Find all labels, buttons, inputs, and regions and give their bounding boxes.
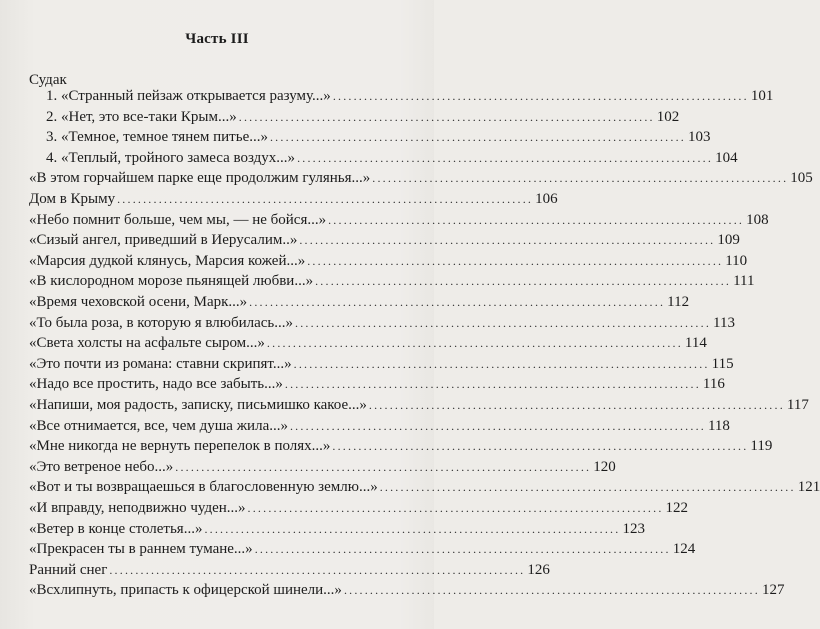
- toc-entry-title: «Напиши, моя радость, записку, письмишко какое...»: [29, 397, 367, 413]
- toc-entry-page: 123: [622, 520, 645, 537]
- toc-leader-dots: ................................................................................: [332, 89, 749, 103]
- toc-entry-page: 122: [665, 500, 689, 516]
- toc-entry-title: Ранний снег: [29, 561, 108, 578]
- toc-entry: [46, 127, 711, 147]
- toc-entry-title: «Мне никогда не вернуть перепелок в полях...»: [29, 438, 331, 455]
- toc-entry: [29, 436, 773, 456]
- toc-entry: [29, 313, 735, 333]
- toc-entry-page: 106: [535, 191, 558, 207]
- toc-entry: [46, 148, 738, 168]
- toc-entry-page: 102: [656, 108, 680, 125]
- toc-entry-page: 114: [684, 335, 707, 352]
- toc-entry-page: 112: [667, 294, 690, 310]
- toc-leader-dots: ................................................................................: [297, 150, 714, 165]
- toc-entry-title: «Всхлипнуть, припасть к офицерской шинели...»: [29, 582, 342, 599]
- part-title: Часть III: [185, 31, 249, 47]
- toc-entry-page: 104: [715, 149, 738, 166]
- toc-entry: [29, 210, 769, 230]
- toc-entry-page: 105: [790, 170, 813, 187]
- toc-entry-page: 119: [750, 438, 773, 455]
- toc-entry-title: «И вправду, неподвижно чуден...»: [29, 500, 246, 516]
- toc-entry-title: «То была роза, в которую я влюбилась...»: [29, 314, 294, 331]
- toc-entry-title: «Это ветреное небо...»: [29, 458, 174, 475]
- toc-entry: [46, 86, 774, 106]
- toc-leader-dots: ................................................................................: [269, 130, 686, 145]
- toc-entry-page: 115: [711, 355, 734, 372]
- toc-entry-title: «В этом горчайшем парке еще продолжим гулянья...»: [29, 170, 371, 187]
- toc-entry-page: 117: [786, 397, 809, 413]
- toc-entry-page: 127: [761, 582, 785, 599]
- toc-entry: [29, 354, 734, 374]
- toc-entry: [29, 519, 645, 539]
- toc-entry-page: 111: [733, 273, 755, 290]
- toc-leader-dots: ................................................................................: [247, 501, 664, 515]
- toc-entry-title: «Надо все простить, надо все забыть...»: [29, 376, 283, 393]
- toc-entry: [29, 292, 690, 312]
- toc-entry: [29, 168, 813, 188]
- toc-entry-title: «Это почти из романа: ставни скрипят...»: [29, 355, 292, 372]
- toc-entry: [29, 189, 558, 209]
- toc-leader-dots: ................................................................................: [299, 233, 716, 248]
- toc-entry-title: «Все отнимается, все, чем душа жила...»: [29, 417, 288, 434]
- toc-leader-dots: ................................................................................: [204, 521, 621, 536]
- toc-entry: [29, 395, 809, 415]
- toc-entry-page: 108: [746, 211, 769, 228]
- toc-entry-page: 101: [750, 88, 774, 104]
- toc-entry: [29, 416, 730, 436]
- toc-leader-dots: ................................................................................: [175, 459, 592, 474]
- toc-entry: [29, 271, 755, 291]
- toc-entry-page: 126: [527, 561, 550, 578]
- toc-entry-title: «Небо помнит больше, чем мы, — не бойся...»: [29, 211, 327, 228]
- toc-entry-title: «Света холсты на асфальте сыром...»: [29, 335, 265, 352]
- toc-entry-title: «Марсия дудкой клянусь, Марсия кожей...»: [29, 252, 306, 269]
- toc-entry: [29, 477, 820, 497]
- toc-leader-dots: ................................................................................: [295, 315, 712, 330]
- toc-leader-dots: ................................................................................: [332, 439, 749, 454]
- toc-leader-dots: ................................................................................: [238, 109, 655, 124]
- toc-entry: [46, 107, 680, 127]
- toc-leader-dots: ................................................................................: [343, 583, 760, 598]
- toc-entry-title: «В кислородном морозе пьянящей любви...»: [29, 273, 314, 290]
- toc-leader-dots: ................................................................................: [249, 295, 666, 309]
- toc-entry-page: 103: [687, 129, 711, 146]
- toc-leader-dots: ................................................................................: [368, 398, 785, 412]
- toc-entry-title: 3. «Темное, темное тянем питье...»: [46, 129, 268, 146]
- toc-entry-title: «Сизый ангел, приведший в Иерусалим..»: [29, 232, 298, 249]
- toc-entry: [29, 457, 616, 477]
- section-title: Судак: [29, 72, 67, 88]
- toc-leader-dots: ................................................................................: [307, 253, 724, 268]
- toc-entry-title: 1. «Странный пейзаж открывается разуму...»: [46, 88, 331, 104]
- toc-entry: [29, 230, 740, 250]
- toc-entry-page: 116: [702, 376, 725, 393]
- toc-entry-page: 121: [797, 479, 820, 496]
- toc-entry-title: 2. «Нет, это все-таки Крым...»: [46, 108, 237, 125]
- toc-leader-dots: ................................................................................: [284, 377, 701, 392]
- toc-entry-title: «Прекрасен ты в раннем тумане...»: [29, 541, 253, 558]
- toc-entry: [29, 251, 748, 271]
- toc-entry-title: «Вот и ты возвращаешься в благословенную землю...»: [29, 479, 378, 496]
- toc-leader-dots: ................................................................................: [328, 212, 745, 227]
- toc-leader-dots: ................................................................................: [379, 480, 796, 495]
- toc-entry: [29, 333, 707, 353]
- toc-leader-dots: ................................................................................: [117, 192, 534, 206]
- toc-entry: [29, 539, 696, 559]
- toc-entry-page: 118: [707, 417, 730, 434]
- toc-leader-dots: ................................................................................: [293, 356, 710, 371]
- toc-entry: [29, 498, 689, 518]
- toc-entry-page: 120: [593, 458, 616, 475]
- toc-leader-dots: ................................................................................: [109, 562, 526, 577]
- toc-leader-dots: ................................................................................: [372, 171, 789, 186]
- toc-leader-dots: ................................................................................: [289, 418, 706, 433]
- toc-entry-page: 109: [717, 232, 740, 249]
- toc-leader-dots: ................................................................................: [315, 274, 732, 289]
- toc-entry-page: 110: [725, 252, 748, 269]
- toc-entry-page: 113: [713, 314, 735, 331]
- toc-entry: [29, 580, 785, 600]
- toc-entry-title: «Время чеховской осени, Марк...»: [29, 294, 248, 310]
- toc-entry-title: 4. «Теплый, тройного замеса воздух...»: [46, 149, 296, 166]
- toc-entry: [29, 560, 550, 580]
- toc-leader-dots: ................................................................................: [254, 542, 671, 557]
- toc-entry-page: 124: [672, 541, 696, 558]
- toc-entry-title: «Ветер в конце столетья...»: [29, 520, 203, 537]
- toc-entry-title: Дом в Крыму: [29, 191, 116, 207]
- toc-leader-dots: ................................................................................: [266, 336, 683, 351]
- toc-entry: [29, 374, 725, 394]
